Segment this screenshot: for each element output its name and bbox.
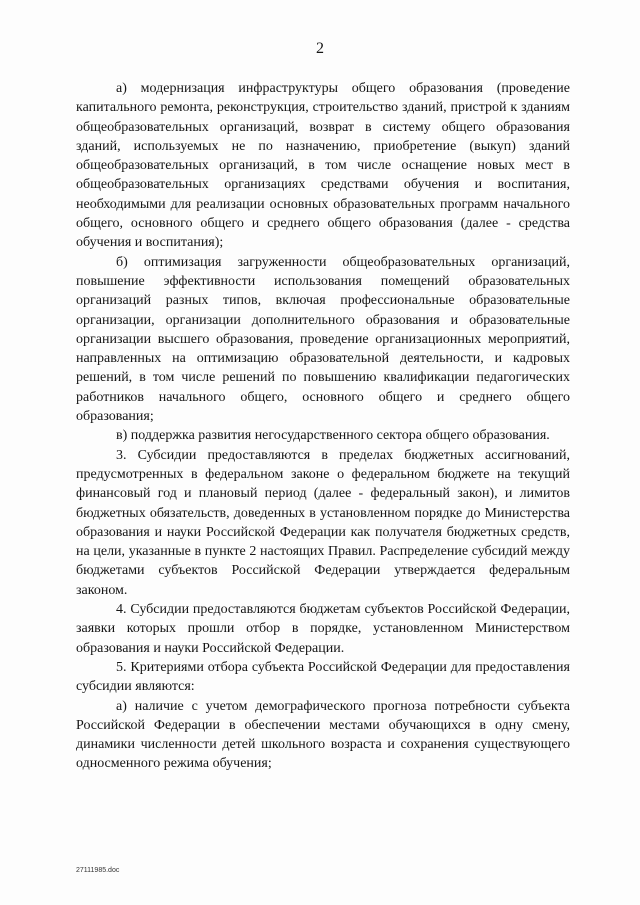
footer-file-code: 27111985.doc (76, 867, 120, 874)
paragraph-2b-workload-optimization: б) оптимизация загруженности общеобразовательных организаций, повышение эффективности использования помещений образовательных организаций разных типов, включая профессиональные образовательные организации, организации дополнительного образования и образовательные организации высшего образования, проведение организационных мероприятий, направленных на оптимизацию образовательной деятельности, и кадровых решений, в том числе решений по повышению квалификации педагогических работников начального общего, основного общего и среднего общего образования; (76, 254, 570, 425)
paragraph-2c-nonstate-sector-support: в) поддержка развития негосударственного сектора общего образования. (116, 428, 550, 444)
paragraph-4-subsidy-recipients: 4. Субсидии предоставляются бюджетам субъектов Российской Федерации, заявки которых прошли отбор в порядке, установленном Министерством образования и науки Российской Федерации. (76, 602, 570, 656)
paragraph-5a-single-shift-need: а) наличие с учетом демографического прогноза потребности субъекта Российской Федерации в обеспечении местами обучающихся в одну смену, динамики численности детей школьного возраста и сохранения существующего односменного режима обучения; (76, 698, 570, 772)
paragraph-2a-infrastructure-modernization: а) модернизация инфраструктуры общего образования (проведение капитального ремонта, реконструкция, строительство зданий, пристрой к зданиям общеобразовательных организаций, возврат в систему общего образования зданий, используемых не по назначению, приобретение (выкуп) зданий общеобразовательных организаций, в том числе оснащение новых мест в общеобразовательных организациях средствами обучения и воспитания, необходимыми для реализации основных образовательных программ начального общего, основного общего и среднего общего образования (далее - средства обучения и воспитания); (76, 81, 570, 251)
document-body (76, 79, 570, 774)
paragraph-5-selection-criteria: 5. Критериями отбора субъекта Российской Федерации для предоставления субсидии являются: (76, 659, 570, 695)
page-number: 2 (316, 40, 324, 57)
paragraph-3-budget-allocations: 3. Субсидии предоставляются в пределах бюджетных ассигнований, предусмотренных в федеральном законе о федеральном бюджете на текущий финансовый год и плановый период (далее - федеральный закон), и лимитов бюджетных обязательств, доведенных в установленном порядке до Министерства образования и науки Российской Федерации как получателя бюджетных средств, на цели, указанные в пункте 2 настоящих Правил. Распределение субсидий между бюджетами субъектов Российской Федерации утверждается федеральным законом. (76, 447, 570, 598)
